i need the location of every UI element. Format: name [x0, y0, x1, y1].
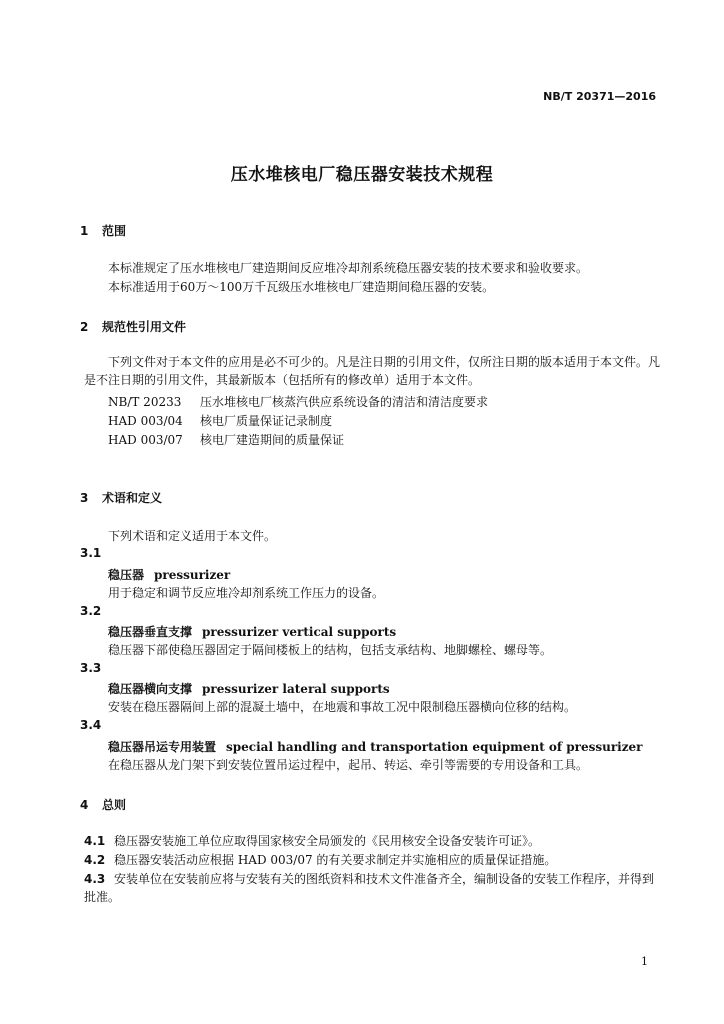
paragraph: 下列文件对于本文件的应用是必不可少的。凡是注日期的引用文件，仅所注日期的版本适用于本文件。凡是不注日期的引用文件，其最新版本（包括所有的修改单）适用于本文件。 — [84, 355, 661, 387]
section-3-heading — [80, 489, 162, 506]
paragraph: 本标准规定了压水堆核电厂建造期间反应堆冷却剂系统稳压器安装的技术要求和验收要求。 — [108, 261, 589, 275]
reference-title: 核电厂质量保证记录制度 — [200, 414, 333, 428]
paragraph: 本标准适用于60万～100万千瓦级压水堆核电厂建造期间稳压器的安装。 — [108, 280, 495, 294]
page-number: 1 — [641, 955, 648, 968]
section-number: 3 — [80, 491, 89, 505]
section-title: 术语和定义 — [102, 491, 163, 505]
clause — [84, 870, 662, 906]
term-name-en: pressurizer vertical supports — [202, 625, 397, 639]
standard-code: NB/T 20371—2016 — [543, 90, 656, 103]
paragraph: 下列术语和定义适用于本文件。 — [108, 529, 277, 543]
section-number: 1 — [80, 224, 89, 238]
reference-title: 压水堆核电厂核蒸汽供应系统设备的清洁和清洁度要求 — [200, 395, 489, 409]
section-4-heading — [80, 796, 126, 813]
section-number: 2 — [80, 320, 89, 334]
document-title: 压水堆核电厂稳压器安装技术规程 — [230, 165, 494, 185]
section-number: 4 — [80, 798, 89, 812]
term-name-zh: 稳压器横向支撑 — [108, 682, 193, 696]
term-name — [108, 738, 643, 755]
term-name — [108, 566, 230, 583]
reference-title: 核电厂建造期间的质量保证 — [200, 433, 345, 447]
clause-number: 4.1 — [84, 834, 106, 848]
term-definition: 安装在稳压器隔间上部的混凝土墙中，在地震和事故工况中限制稳压器横向位移的结构。 — [108, 700, 577, 714]
term-name-en: pressurizer lateral supports — [202, 682, 390, 696]
term-name-zh: 稳压器吊运专用装置 — [108, 740, 217, 754]
term-name — [108, 623, 396, 640]
term-definition: 稳压器下部使稳压器固定于隔间楼板上的结构，包括支承结构、地脚螺栓、螺母等。 — [108, 643, 553, 657]
section-title: 范围 — [102, 224, 127, 238]
reference-item — [108, 431, 344, 448]
clause — [84, 851, 662, 869]
term-name-en: special handling and transportation equipment of pressurizer — [226, 740, 643, 754]
reference-code: HAD 003/07 — [108, 433, 183, 447]
clause-number: 4.2 — [84, 853, 106, 867]
reference-item — [108, 412, 332, 429]
term-definition: 用于稳定和调节反应堆冷却剂系统工作压力的设备。 — [108, 586, 385, 600]
section-2-heading — [80, 318, 186, 335]
section-title: 总则 — [102, 798, 127, 812]
reference-code: NB/T 20233 — [108, 395, 182, 409]
term-number: 3.2 — [80, 604, 102, 618]
reference-code: HAD 003/04 — [108, 414, 183, 428]
term-name-en: pressurizer — [154, 568, 231, 582]
term-number: 3.4 — [80, 718, 102, 732]
term-name — [108, 680, 390, 697]
term-number: 3.1 — [80, 546, 102, 560]
section-title: 规范性引用文件 — [102, 320, 187, 334]
term-name-zh: 稳压器垂直支撑 — [108, 625, 193, 639]
reference-item — [108, 393, 488, 410]
clause-text: 安装单位在安装前应将与安装有关的图纸资料和技术文件准备齐全，编制设备的安装工作程序，并得到批准。 — [84, 872, 655, 904]
section-1-heading — [80, 222, 126, 239]
clause-number: 4.3 — [84, 872, 106, 886]
term-definition: 在稳压器从龙门架下到安装位置吊运过程中，起吊、转运、牵引等需要的专用设备和工具。 — [108, 758, 589, 772]
clause-text: 稳压器安装活动应根据 HAD 003/07 的有关要求制定并实施相应的质量保证措施。 — [114, 853, 557, 867]
term-name-zh: 稳压器 — [108, 568, 145, 582]
clause — [84, 832, 662, 850]
term-number: 3.3 — [80, 661, 102, 675]
clause-text: 稳压器安装施工单位应取得国家核安全局颁发的《民用核安全设备安装许可证》。 — [114, 834, 541, 848]
